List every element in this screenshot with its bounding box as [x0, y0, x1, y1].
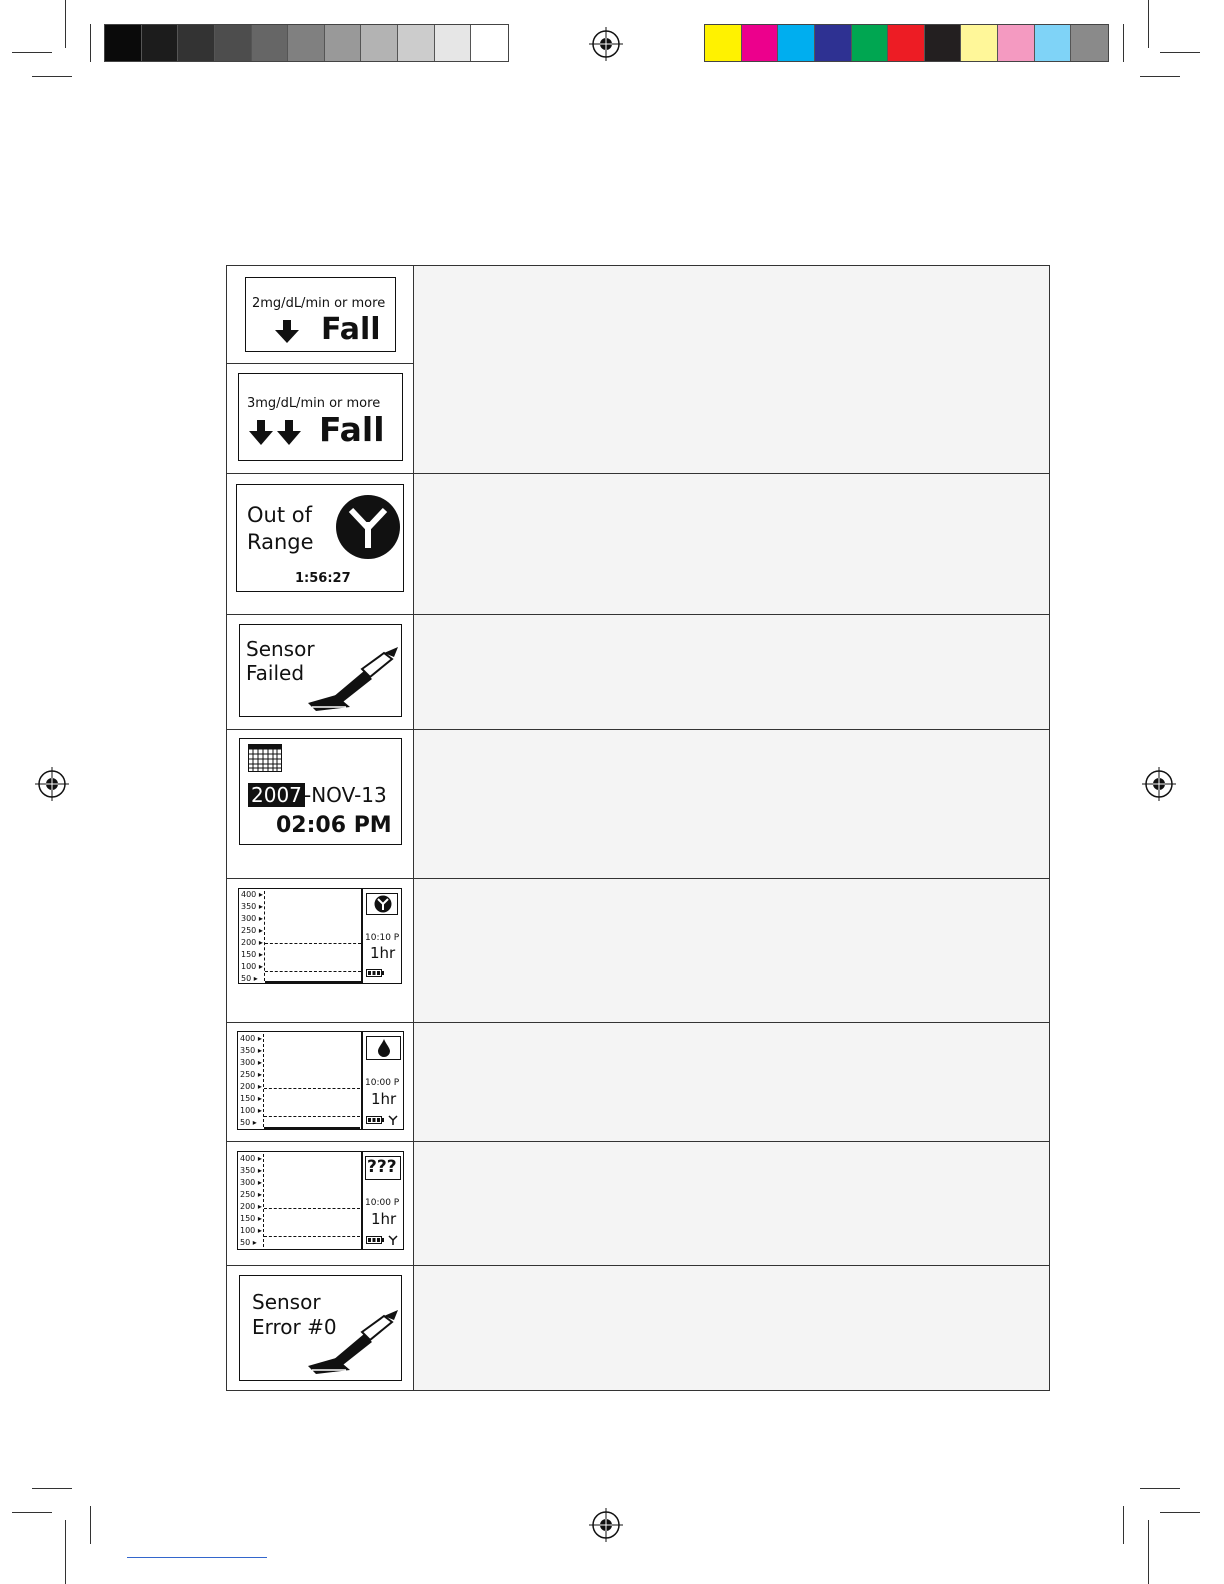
antenna-icon [388, 1235, 398, 1245]
graph-tick-label: 400 ▸ [241, 890, 263, 899]
graph-tick-label: 350 ▸ [240, 1166, 262, 1175]
color-swatch-bar [704, 24, 1109, 62]
trend-graph-screen [238, 888, 402, 984]
sensor-inserter-icon [306, 1308, 402, 1378]
registration-mark-icon [1142, 767, 1176, 801]
graph-span: 1hr [371, 1210, 397, 1228]
battery-icon [366, 1236, 384, 1244]
graph-tick-label: 300 ▸ [240, 1178, 262, 1187]
graph-tick-label: 50 ▸ [240, 1118, 257, 1127]
graph-baseline [265, 981, 361, 983]
graph-side-panel [361, 1032, 363, 1129]
row-divider [227, 1141, 1049, 1142]
icon-box [365, 1156, 401, 1180]
color-swatch [888, 25, 925, 61]
row-divider [227, 729, 1049, 730]
sensor-error-screen [239, 1275, 402, 1381]
graph-y-axis [240, 1033, 262, 1129]
graph-tick-label: 150 ▸ [240, 1094, 262, 1103]
antenna-icon [388, 1115, 398, 1125]
icon-box [366, 893, 398, 915]
crop-mark [90, 1506, 91, 1544]
color-swatch [252, 25, 289, 61]
sensor-inserter-icon [306, 645, 402, 715]
trend-label: Fall [319, 410, 385, 449]
color-swatch [778, 25, 815, 61]
arrow-down-icon [274, 320, 300, 344]
row-divider [227, 878, 1049, 879]
year-field: 2007 [248, 783, 305, 807]
color-swatch [961, 25, 998, 61]
color-swatch [325, 25, 362, 61]
graph-side-panel [361, 889, 363, 983]
description-cell [413, 730, 1049, 878]
date-time-screen [239, 738, 402, 845]
graph-tick-label: 200 ▸ [240, 1082, 262, 1091]
status-line-1: Out of [247, 503, 312, 527]
color-swatch [1071, 25, 1108, 61]
row-divider [227, 1265, 1049, 1266]
color-swatch [742, 25, 779, 61]
trend-graph-screen [237, 1031, 404, 1130]
graph-axis-line [264, 891, 265, 981]
crop-mark [1160, 1512, 1200, 1513]
grayscale-swatch-bar [104, 24, 509, 62]
graph-tick-label: 250 ▸ [240, 1070, 262, 1079]
color-swatch [178, 25, 215, 61]
crop-mark [65, 0, 66, 48]
graph-tick-label: 50 ▸ [241, 974, 258, 983]
rate-label: 3mg/dL/min or more [247, 396, 381, 411]
crop-mark [12, 1512, 52, 1513]
screen-description-table [226, 265, 1050, 1391]
crop-mark [1148, 0, 1149, 48]
graph-span: 1hr [371, 1090, 397, 1108]
graph-tick-label: 50 ▸ [240, 1238, 257, 1247]
graph-tick-label: 400 ▸ [240, 1154, 262, 1163]
graph-tick-label: 400 ▸ [240, 1034, 262, 1043]
status-line-1: Sensor [252, 1290, 321, 1314]
graph-time: 10:10 P [365, 933, 400, 943]
description-cell [413, 615, 1049, 729]
graph-tick-label: 100 ▸ [240, 1106, 262, 1115]
color-swatch [471, 25, 508, 61]
crop-mark [1140, 1488, 1180, 1489]
color-swatch [852, 25, 889, 61]
color-swatch [398, 25, 435, 61]
antenna-icon [374, 895, 392, 913]
crop-mark [65, 1520, 66, 1584]
registration-mark-icon [589, 27, 623, 61]
row-divider [227, 614, 1049, 615]
color-swatch [815, 25, 852, 61]
time-field: 02:06 PM [276, 813, 392, 838]
row-divider [227, 473, 1049, 474]
graph-high-limit [265, 943, 361, 944]
crop-mark [1160, 52, 1200, 53]
registration-mark-icon [589, 1508, 623, 1542]
graph-tick-label: 300 ▸ [241, 914, 263, 923]
row-divider [227, 363, 413, 364]
graph-tick-label: 100 ▸ [240, 1226, 262, 1235]
color-swatch [142, 25, 179, 61]
crop-mark [1123, 1506, 1124, 1544]
description-cell [413, 1142, 1049, 1265]
graph-time: 10:00 P [365, 1198, 400, 1208]
color-swatch [215, 25, 252, 61]
graph-low-limit [264, 1236, 360, 1237]
crop-mark [32, 76, 72, 77]
graph-y-axis [240, 1153, 262, 1249]
status-line-2: Failed [246, 661, 305, 685]
unknown-status: ??? [367, 1157, 397, 1177]
crop-mark [12, 52, 52, 53]
description-cell [413, 879, 1049, 1022]
graph-high-limit [264, 1208, 360, 1209]
graph-tick-label: 300 ▸ [240, 1058, 262, 1067]
description-cell [413, 474, 1049, 614]
graph-low-limit [265, 971, 361, 972]
crop-mark [1123, 24, 1124, 62]
color-swatch [435, 25, 472, 61]
graph-tick-label: 250 ▸ [241, 926, 263, 935]
battery-icon [366, 969, 384, 977]
description-cell [413, 1266, 1049, 1390]
registration-mark-icon [35, 767, 69, 801]
graph-tick-label: 200 ▸ [241, 938, 263, 947]
blood-drop-icon [377, 1039, 391, 1057]
crop-mark [90, 24, 91, 62]
color-swatch [705, 25, 742, 61]
graph-high-limit [264, 1088, 360, 1089]
fast-fall-screen [238, 373, 403, 461]
calendar-icon [248, 744, 282, 772]
color-swatch [998, 25, 1035, 61]
graph-tick-label: 200 ▸ [240, 1202, 262, 1211]
battery-icon [366, 1116, 384, 1124]
crop-mark [32, 1488, 72, 1489]
graph-span: 1hr [370, 944, 396, 962]
color-swatch [925, 25, 962, 61]
status-line-1: Sensor [246, 637, 315, 661]
icon-box [366, 1036, 401, 1060]
double-arrow-down-icon [249, 420, 305, 446]
sensor-failed-screen [239, 624, 402, 717]
status-line-2: Error #0 [252, 1315, 337, 1339]
crop-mark [1148, 1520, 1149, 1584]
graph-tick-label: 350 ▸ [241, 902, 263, 911]
antenna-icon [335, 494, 401, 560]
color-swatch [288, 25, 325, 61]
rate-label: 2mg/dL/min or more [252, 296, 386, 311]
graph-tick-label: 350 ▸ [240, 1046, 262, 1055]
graph-baseline [264, 1127, 360, 1129]
graph-side-panel [361, 1152, 363, 1249]
graph-low-limit [264, 1116, 360, 1117]
graph-tick-label: 150 ▸ [240, 1214, 262, 1223]
description-cell [413, 266, 1049, 473]
graph-axis-line [263, 1034, 264, 1127]
color-swatch [105, 25, 142, 61]
out-of-range-screen [236, 484, 404, 592]
graph-axis-line [263, 1154, 264, 1247]
graph-tick-label: 250 ▸ [240, 1190, 262, 1199]
color-swatch [1035, 25, 1072, 61]
status-line-2: Range [247, 530, 314, 554]
row-divider [227, 1022, 1049, 1023]
date-field: -NOV-13 [304, 783, 387, 807]
description-cell [413, 1023, 1049, 1141]
graph-tick-label: 100 ▸ [241, 962, 263, 971]
crop-mark [1140, 76, 1180, 77]
timer-readout: 1:56:27 [295, 571, 351, 586]
trend-graph-screen [237, 1151, 404, 1250]
fall-screen [245, 277, 396, 352]
trend-label: Fall [321, 312, 381, 347]
footer-rule [127, 1557, 267, 1558]
graph-time: 10:00 P [365, 1078, 400, 1088]
graph-tick-label: 150 ▸ [241, 950, 263, 959]
color-swatch [361, 25, 398, 61]
graph-y-axis [241, 889, 263, 985]
